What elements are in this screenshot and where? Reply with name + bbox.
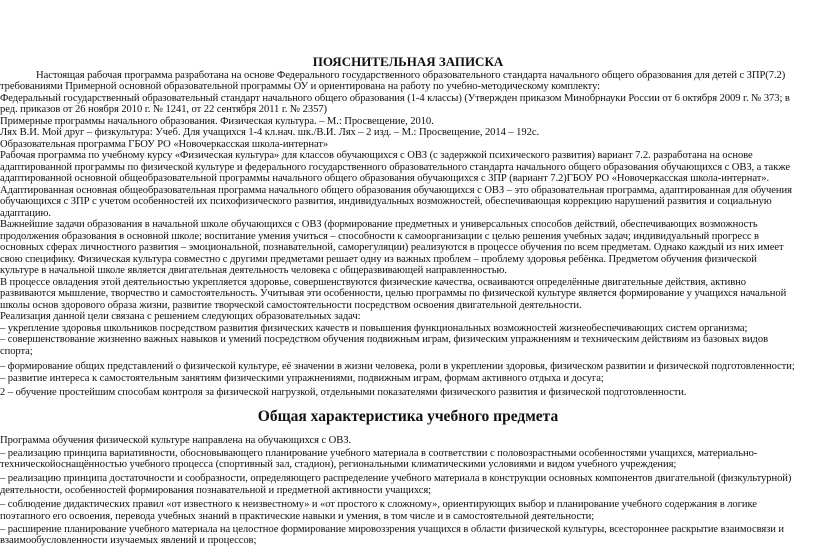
text-line: ред. приказов от 26 ноября 2010 г. № 1241, от 22 сентября 2011 г. № 2357) (0, 104, 327, 115)
text-line: Примерные программы начального образования. Физическая культура. – М.: Просвещение, 2010. (0, 116, 434, 127)
text-line: школы основ здорового образа жизни, развитие творческой самостоятельности посредством освоения двигательной деятельности. (0, 300, 582, 311)
document-title: ПОЯСНИТЕЛЬНАЯ ЗАПИСКА (312, 54, 504, 69)
text-line: Лях В.И. Мой друг – физкультура: Учеб. Для учащихся 1-4 кл.нач. шк./В.И. Лях – 2 изд. – М.: Просвещение, 2014 – 192с. (0, 127, 540, 138)
text-line: адаптированной основной общеобразовательной программы начального общего образования обучающихся с ЗПР (вариант 7.2)ГБОУ РО «Новочеркасская школа-интернат». (0, 173, 770, 184)
section-heading: Общая характеристика учебного предмета (257, 408, 559, 425)
text-line: – совершенствование жизненно важных навыков и умений посредством обучения подвижным играм, физическим упражнениям и техническим действиям из базовых видов (0, 334, 768, 345)
text-line: спорта; (0, 346, 33, 357)
text-line: Рабочая программа по учебному курсу «Физическая культура» для классов обучающихся с ОВЗ (с задержкой психического развития) вариант 7.2. разработана на основе (0, 150, 753, 161)
text-line: обучающихся с ЗПР с учетом особенностей их психофизического развития, индивидуальных возможностей, обеспечивающая коррекцию нарушений развития и социальную (0, 196, 772, 207)
text-line: – реализацию принципа вариативности, обосновывающего планирование учебного материала в соответствии с половозрастными особенностями учащихся, материально- (0, 448, 758, 459)
text-line: свою специфику. Физическая культура совместно с другими предметами решает одну из важных проблем – проблему здоровья ребёнка. Предметом обучения физической (0, 254, 757, 265)
text-line: адаптацию. (0, 208, 51, 219)
text-line: Настоящая рабочая программа разработана на основе Федерального государственного образовательного стандарта начального общего образования для детей с ЗПР(7.2) (36, 70, 786, 81)
text-line: развиваются мышление, творчество и самостоятельность. Учитывая эти особенности, целью программы по физической культуре является формирование у учащихся начальной (0, 288, 787, 299)
text-line: адаптированной программы по физической культуре и федерального государственного образовательного стандарта начального общего образования обучающихся с ОВЗ, а также (0, 162, 790, 173)
text-line: культуре в начальной школе является двигательная деятельность человека с общеразвивающей направленностью. (0, 265, 507, 276)
text-line: требованиями Примерной основной образовательной программы ОУ и ориентирована на работу по учебно-методическому комплекту: (0, 81, 601, 92)
text-line: техническойоснащённостью учебного процесса (спортивный зал, стадион), региональными климатическими условиями и видом учебного учреждения; (0, 459, 677, 470)
text-line: деятельности, особенностей формирования познавательной и предметной активности учащихся; (0, 485, 432, 496)
text-line: взаимообусловленности изучаемых явлений и процессов; (0, 535, 257, 546)
text-line: основных сферах личностного развития – эмоциональной, познавательной, саморегуляции) реализуются в процессе обучения по всем предметам. Однако каждый из них имеет (0, 242, 784, 253)
text-line: поэтапного его освоения, перевода учебных знаний в практические навыки и умения, в том числе и в самостоятельной деятельности; (0, 511, 595, 522)
text-line: Реализация данной цели связана с решением следующих образовательных задач: (0, 311, 361, 322)
text-line: – формирование общих представлений о физической культуре, её значении в жизни человека, роли в укреплении здоровья, физическом развитии и физической подготовленности; (0, 361, 795, 372)
text-line: – соблюдение дидактических правил «от известного к неизвестному» и «от простого к сложному», ориентирующих выбор и планирование учебного содержания в логике (0, 499, 757, 510)
text-line: – укрепление здоровья школьников посредством развития физических качеств и повышения функциональных возможностей жизнеобеспечивающих систем организма; (0, 323, 748, 334)
text-line: 2 – обучение простейшим способам контроля за физической нагрузкой, отдельными показателями физического развития и физической подготовленности. (0, 387, 687, 398)
text-line: Программа обучения физической культуре направлена на обучающихся с ОВЗ. (0, 435, 352, 446)
text-line: – развитие интереса к самостоятельным занятиям физическими упражнениями, подвижным играм, формам активного отдыха и досуга; (0, 373, 604, 384)
text-line: В процессе овладения этой деятельностью укрепляется здоровье, совершенствуются физические качества, осваиваются определённые двигательные действия, активно (0, 277, 746, 288)
text-line: Адаптированная основная общеобразовательная программа начального общего образования обучающихся с ОВЗ – это образовательная программа, адаптированная для обучения (0, 185, 792, 196)
text-line: Образовательная программа ГБОУ РО «Новочеркасская школа-интернат» (0, 139, 329, 150)
text-line: Федеральный государственный образовательный стандарт начального общего образования (1-4 классы) (Утвержден приказом Минобрнауки России от 6 октября 2009 г. № 373; в (0, 93, 790, 104)
text-line: – реализацию принципа достаточности и сообразности, определяющего распределение учебного материала в конструкции основных компонентов двигательной (физкультурной) (0, 473, 792, 484)
text-line: Важнейшие задачи образования в начальной школе обучающихся с ОВЗ (формирование предметных и универсальных способов действий, обеспечивающих возможность (0, 219, 758, 230)
text-line: – расширение планирование учебного материала на целостное формирование мировоззрения учащихся в области физической культуры, всестороннее раскрытие взаимосвязи и (0, 524, 784, 535)
text-line: продолжения образования в основной школе; воспитание умения учиться – способности к самоорганизации с целью решения учебных задач; индивидуальный прогресс в (0, 231, 759, 242)
